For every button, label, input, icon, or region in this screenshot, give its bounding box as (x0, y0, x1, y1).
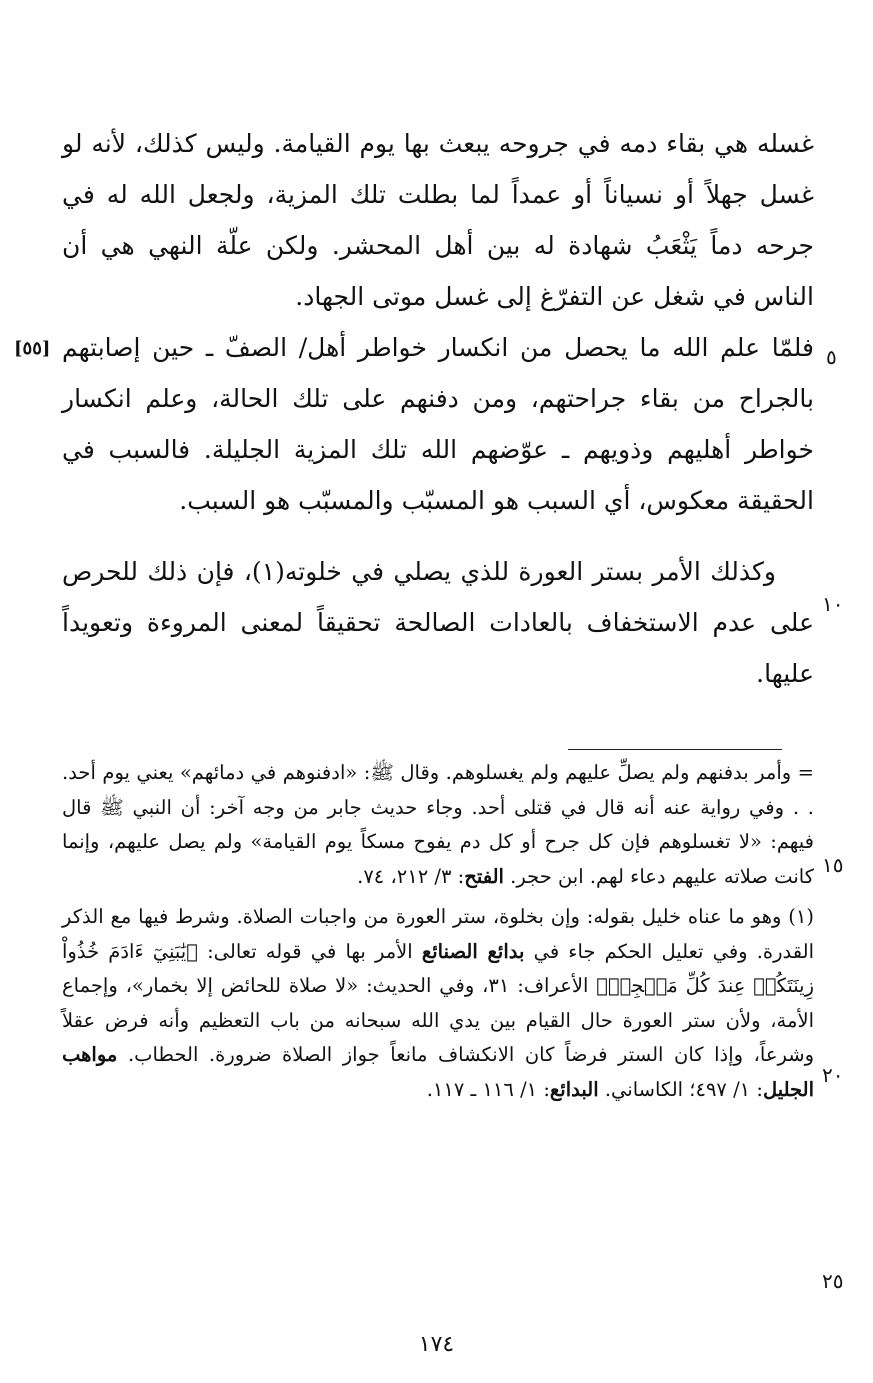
footnote-source-ref: : ٣/ ٢١٢، ٧٤. (357, 864, 465, 888)
footnote-1-part-d: : ١/ ١١٦ ـ ١١٧. (426, 1077, 550, 1101)
footnote-source-title: الفتح (464, 864, 504, 888)
manuscript-ref-55: [٥٥] (14, 338, 51, 359)
line-number-25: ٢٥ (822, 1269, 844, 1293)
footnote-1-part-a: (١) وهو ما عناه خليل بقوله: وإن بخلوة، ستر العورة من واجبات الصلاة. وشرط فيها مع الذكر القدرة. وفي تعليل الحكم جاء في (62, 905, 815, 963)
paragraph-2: فلمّا علم الله ما يحصل من انكسار خواطر أهل/ الصفّ ـ حين إصابتهم بالجراح من بقاء جراحتهم، ومن دفنهم على تلك الحالة، وعلم انكسار خواطر أهليهم وذويهم ـ عوّضهم الله تلك المزية الجليلة. فالسبب في الحقيقة معكوس، أي السبب هو المسبّب والمسبّب هو السبب. (62, 333, 814, 515)
line-number-10: ١٠ (822, 592, 844, 616)
footnote-1 (62, 900, 814, 1107)
footnote-1-part-b: الأمر بها في قوله تعالى: ﴿يَٰبَنِيٓ ءَادَمَ خُذُواْ زِينَتَكُمۡ عِندَ كُلِّ مَسۡجِدٖ﴾ الأعراف: ٣١، وفي الحديث: «لا صلاة للحائض إلا بخمار»، وإجماع الأمة، ولأن ستر العورة حال القيام بين يدي الله سبحانه من باب التعظيم وأنه فرض عقلاً وشرعاً، وإذا كان الستر فرضاً كان الانكشاف مانعاً جواز الصلاة ضرورة. الحطاب. (62, 939, 814, 1066)
paragraph-3 (62, 546, 814, 699)
footnote-continuation-text: = وأمر بدفنهم ولم يصلِّ عليهم ولم يغسلوهم. وقال ﷺ: «ادفنوهم في دمائهم» يعني يوم أحد. . . وفي رواية عنه أنه قال في قتلى أحد. وجاء حديث جابر من وجه آخر: أن النبي ﷺ قال فيهم: «لا تغسلوهم فإن كل جرح أو كل دم يفوح مسكاً يوم القيامة» ولم يصل عليهم، وإنما كانت صلاته عليهم دعاء لهم. ابن حجر. (62, 761, 814, 888)
footnote-separator (568, 749, 782, 750)
footnote-1-part-c: : ١/ ٤٩٧؛ الكاساني. (604, 1077, 763, 1101)
footnote-1-source-bada: البدائع (549, 1077, 599, 1101)
footnote-continuation (62, 756, 814, 894)
paragraph-1: غسله هي بقاء دمه في جروحه يبعث بها يوم القيامة. وليس كذلك، لأنه لو غسل جهلاً أو نسياناً أو عمداً لما بطلت تلك المزية، ولجعل الله له في جرحه دماً يَثْعَبُ شهادة له بين أهل المحشر. ولكن علّة النهي هي أن الناس في شغل عن التفرّغ إلى غسل موتى الجهاد. (62, 129, 814, 311)
main-text (62, 118, 814, 699)
footnote-1-source-mawahib: مواهب الجليل (62, 1043, 814, 1101)
paragraph-3-text: وكذلك الأمر بستر العورة للذي يصلي في خلوته(١)، فإن ذلك للحرص على عدم الاستخفاف بالعادات الصالحة تحقيقاً لمعنى المروءة وتعويداً عليها. (62, 557, 814, 688)
footnotes (62, 756, 814, 1107)
line-number-5: ٥ (826, 345, 837, 369)
footnote-1-source-badai: بدائع الصنائع (421, 939, 525, 963)
line-number-15: ١٥ (822, 853, 844, 877)
line-number-20: ٢٠ (822, 1063, 844, 1087)
page-number: ١٧٤ (418, 1332, 455, 1357)
